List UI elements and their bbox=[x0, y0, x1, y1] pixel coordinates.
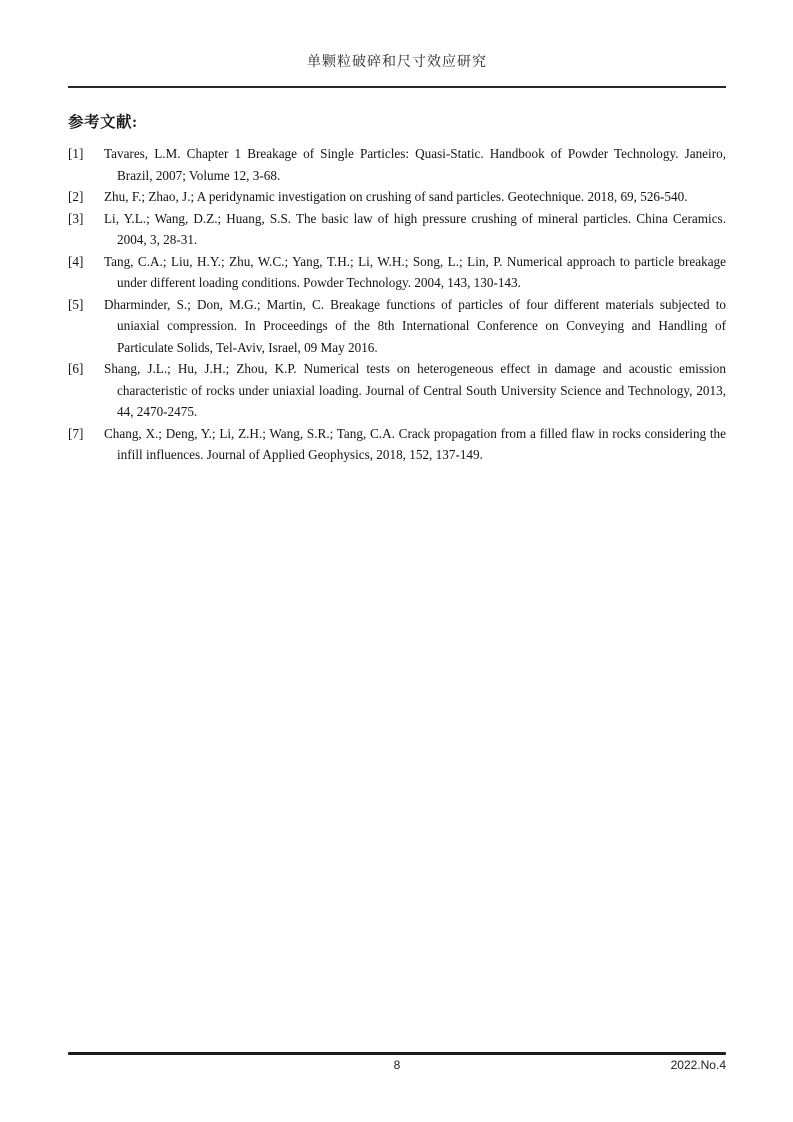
reference-item bbox=[68, 143, 726, 186]
running-title: 单颗粒破碎和尺寸效应研究 bbox=[307, 55, 487, 70]
reference-text: Li, Y.L.; Wang, D.Z.; Huang, S.S. The basic law of high pressure crushing of mineral particles. China Ceramics. 2004, 3, 28-31. bbox=[104, 210, 726, 247]
reference-text: Zhu, F.; Zhao, J.; A peridynamic investigation on crushing of sand particles. Geotechnique. 2018, 69, 526-540. bbox=[104, 189, 688, 204]
reference-number: [5] bbox=[68, 296, 84, 312]
reference-number: [4] bbox=[68, 253, 84, 269]
references-list bbox=[68, 143, 726, 466]
reference-text: Chang, X.; Deng, Y.; Li, Z.H.; Wang, S.R.; Tang, C.A. Crack propagation from a filled flaw in rocks considering the infill influences. Journal of Applied Geophysics, 2018, 152, 137-149. bbox=[104, 425, 726, 462]
reference-item bbox=[68, 251, 726, 294]
reference-number: [7] bbox=[68, 425, 84, 441]
reference-item bbox=[68, 358, 726, 423]
reference-text: Tavares, L.M. Chapter 1 Breakage of Single Particles: Quasi-Static. Handbook of Powder Technology. Janeiro, Brazil, 2007; Volume 12, 3-68. bbox=[104, 146, 726, 183]
reference-text: Dharminder, S.; Don, M.G.; Martin, C. Breakage functions of particles of four different materials subjected to uniaxial compression. In Proceedings of the 8th International Conference on Conveying and Handling of Particulate Solids, Tel-Aviv, Israel, 09 May 2016. bbox=[104, 296, 726, 355]
issue-number: 2022.No.4 bbox=[670, 1058, 726, 1072]
references-section bbox=[68, 112, 726, 466]
reference-item bbox=[68, 186, 726, 208]
page-number: 8 bbox=[393, 1058, 401, 1072]
footer-row bbox=[68, 1058, 726, 1076]
reference-text: Tang, C.A.; Liu, H.Y.; Zhu, W.C.; Yang, T.H.; Li, W.H.; Song, L.; Lin, P. Numerical approach to particle breakage under different loading conditions. Powder Technology. 2004, 143, 130-143. bbox=[104, 253, 726, 290]
header-rule bbox=[68, 86, 726, 88]
footer-rule bbox=[68, 1052, 726, 1055]
reference-number: [6] bbox=[68, 361, 84, 376]
reference-item bbox=[68, 294, 726, 359]
reference-number: [1] bbox=[68, 146, 84, 161]
reference-item bbox=[68, 423, 726, 466]
references-heading: 参考文献: bbox=[68, 114, 138, 131]
reference-number: [3] bbox=[68, 210, 84, 226]
reference-item bbox=[68, 208, 726, 251]
reference-text: Shang, J.L.; Hu, J.H.; Zhou, K.P. Numerical tests on heterogeneous effect in damage and acoustic emission characteristic of rocks under uniaxial loading. Journal of Central South University Science and Technology, 2013, 44, 2470-2475. bbox=[104, 361, 726, 419]
reference-number: [2] bbox=[68, 189, 84, 204]
